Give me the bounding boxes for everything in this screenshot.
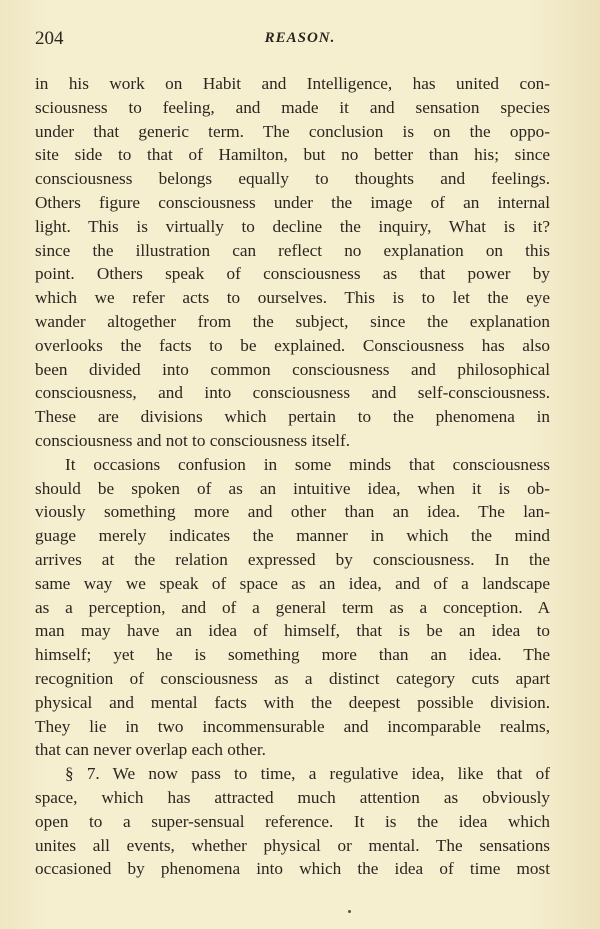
text-line: unites all events, whether physical or mental. The sensations [35, 835, 550, 855]
text-line: viously something more and other than an idea. The lan- [35, 502, 550, 522]
text-line: as a perception, and of a general term as a conception. A [35, 597, 550, 617]
text-line: should be spoken of as an intuitive idea, when it is ob- [35, 478, 550, 498]
text-line: They lie in two incommensurable and incomparable realms, [35, 716, 550, 736]
text-line: consciousness and not to consciousness itself. [35, 430, 351, 450]
text-line: light. This is virtually to decline the inquiry, What is it? [35, 216, 550, 236]
text-line: consciousness, and into consciousness and self-consciousness. [35, 383, 550, 403]
text-line: been divided into common consciousness and philosophical [35, 359, 550, 379]
text-line: It occasions confusion in some minds that consciousness [65, 454, 550, 474]
text-line: occasioned by phenomena into which the idea of time most [35, 859, 550, 879]
text-line: site side to that of Hamilton, but no better than his; since [35, 145, 550, 165]
text-line: same way we speak of space as an idea, and of a landscape [35, 573, 550, 593]
text-line: § 7. We now pass to time, a regulative idea, like that of [65, 764, 550, 784]
text-line: Others figure consciousness under the image of an internal [35, 192, 550, 212]
running-head: REASON. [264, 30, 336, 46]
text-line: arrives at the relation expressed by consciousness. In the [35, 549, 550, 569]
text-line: guage merely indicates the manner in which the mind [35, 526, 550, 546]
body-text [35, 72, 550, 881]
text-line: in his work on Habit and Intelligence, has united con- [35, 74, 550, 93]
text-line: that can never overlap each other. [35, 740, 266, 760]
text-line: consciousness belongs equally to thoughts and feelings. [35, 169, 550, 189]
text-line: point. Others speak of consciousness as that power by [35, 264, 550, 284]
text-line: recognition of consciousness as a distinct category cuts apart [35, 668, 550, 688]
text-line: wander altogether from the subject, since the explanation [35, 311, 550, 331]
text-line: open to a super-sensual reference. It is the idea which [35, 811, 550, 831]
text-line: space, which has attracted much attention as obviously [35, 787, 550, 807]
text-line: overlooks the facts to be explained. Consciousness has also [35, 335, 550, 355]
text-line: sciousness to feeling, and made it and sensation species [35, 97, 550, 117]
text-line: man may have an idea of himself, that is be an idea to [35, 621, 550, 641]
specks [348, 910, 351, 913]
text-line: himself; yet he is something more than an idea. The [35, 645, 550, 665]
text-line: physical and mental facts with the deepest possible division. [35, 692, 550, 712]
text-line: since the illustration can reflect no explanation on this [35, 240, 550, 260]
text-line: These are divisions which pertain to the phenomena in [35, 407, 550, 427]
page-number: 204 [35, 28, 64, 49]
text-line: which we refer acts to ourselves. This is to let the eye [35, 288, 550, 308]
text-line: under that generic term. The conclusion is on the oppo- [35, 121, 550, 141]
